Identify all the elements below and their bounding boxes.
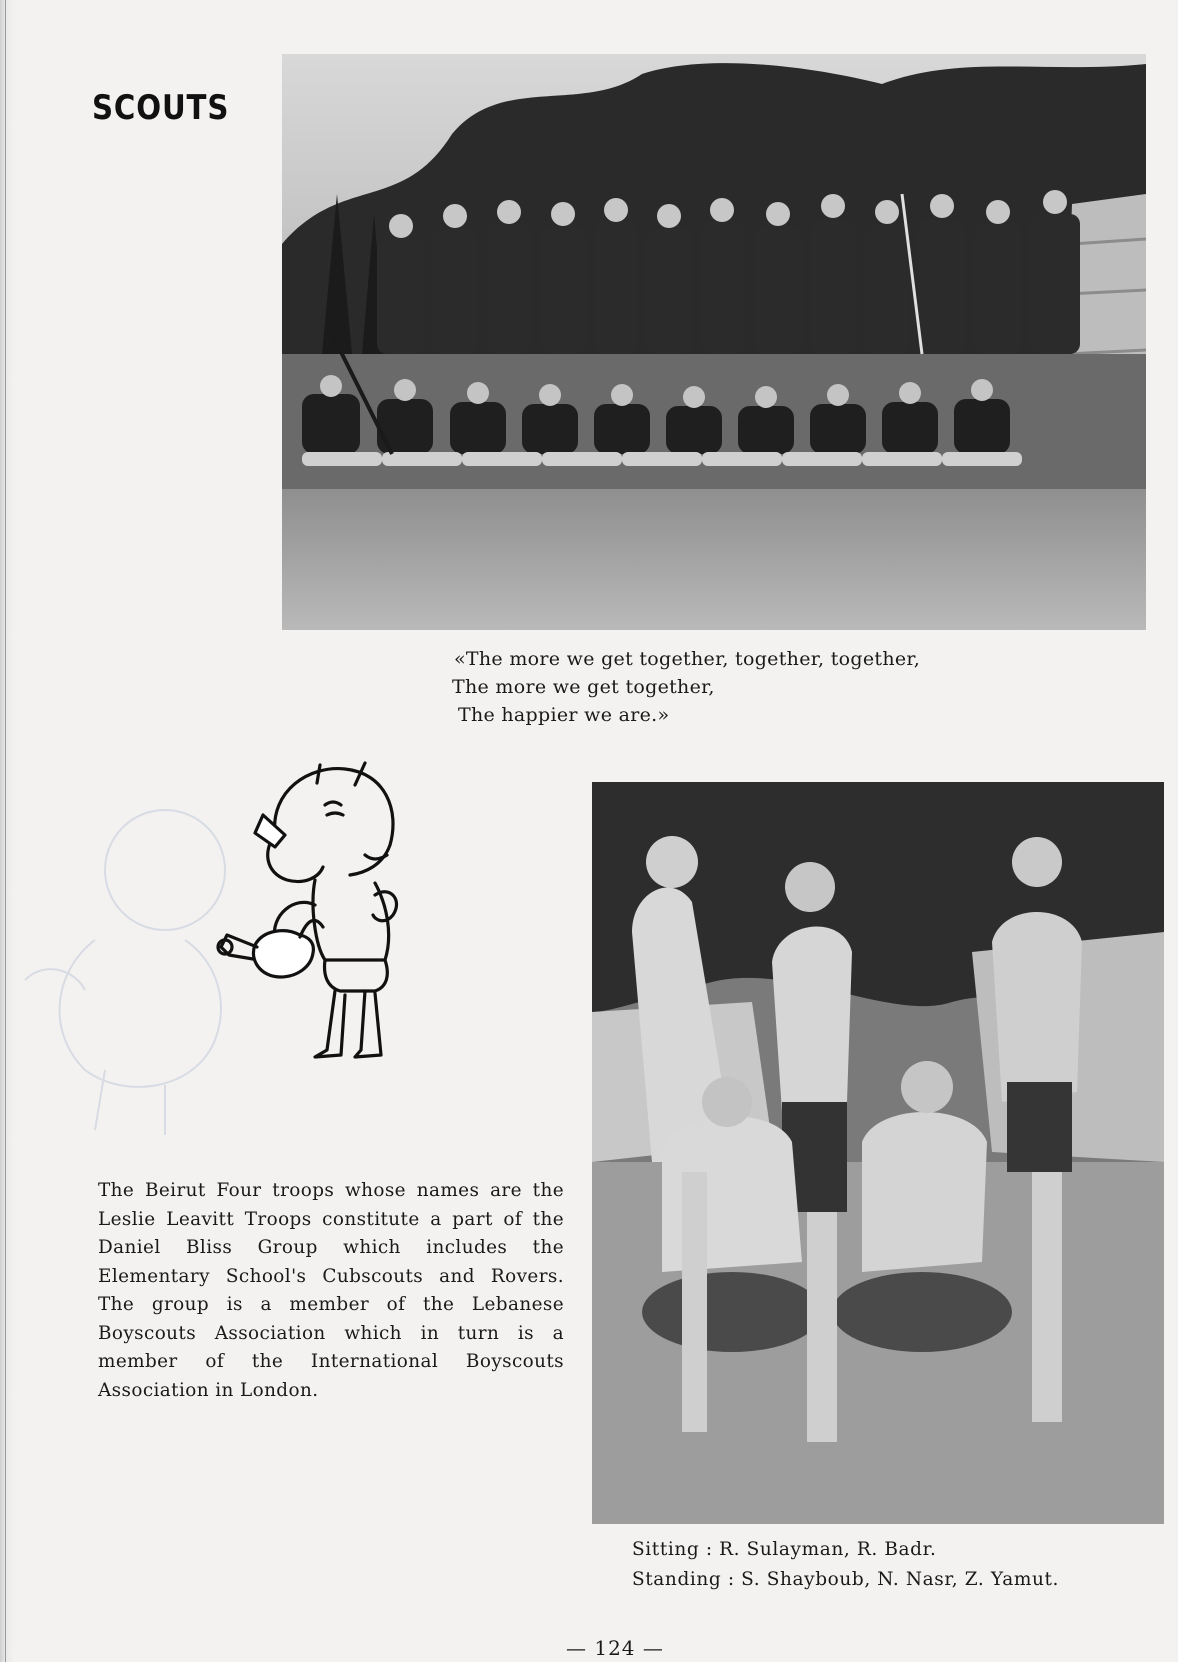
scout-troop-group-photo [282, 54, 1146, 630]
song-line: The more we get together, [452, 676, 715, 698]
caption-sitting: Sitting : R. Sulayman, R. Badr. [632, 1539, 937, 1560]
page-heading: SCOUTS [92, 88, 230, 128]
photo-caption [632, 1535, 1059, 1595]
song-line: The happier we are.» [458, 704, 670, 726]
caption-standing: Standing : S. Shayboub, N. Nasr, Z. Yamut. [632, 1569, 1060, 1590]
page-number: — 124 — [566, 1636, 664, 1660]
scouts-description: The Beirut Four troops whose names are the Leslie Leavitt Troops constitute a part of the Daniel Bliss Group which includes the Elementary School's Cubscouts and Rovers. The group is a member of the Lebanese Boyscouts Association which in turn is a member of the International Boyscouts Association in London. [98, 1180, 564, 1401]
five-scouts-photo [592, 782, 1164, 1524]
imp-watering-can-illustration [215, 755, 415, 1075]
song-verse [452, 645, 920, 729]
song-line: «The more we get together, together, together, [454, 648, 921, 670]
page-binding-edge [0, 0, 14, 1662]
